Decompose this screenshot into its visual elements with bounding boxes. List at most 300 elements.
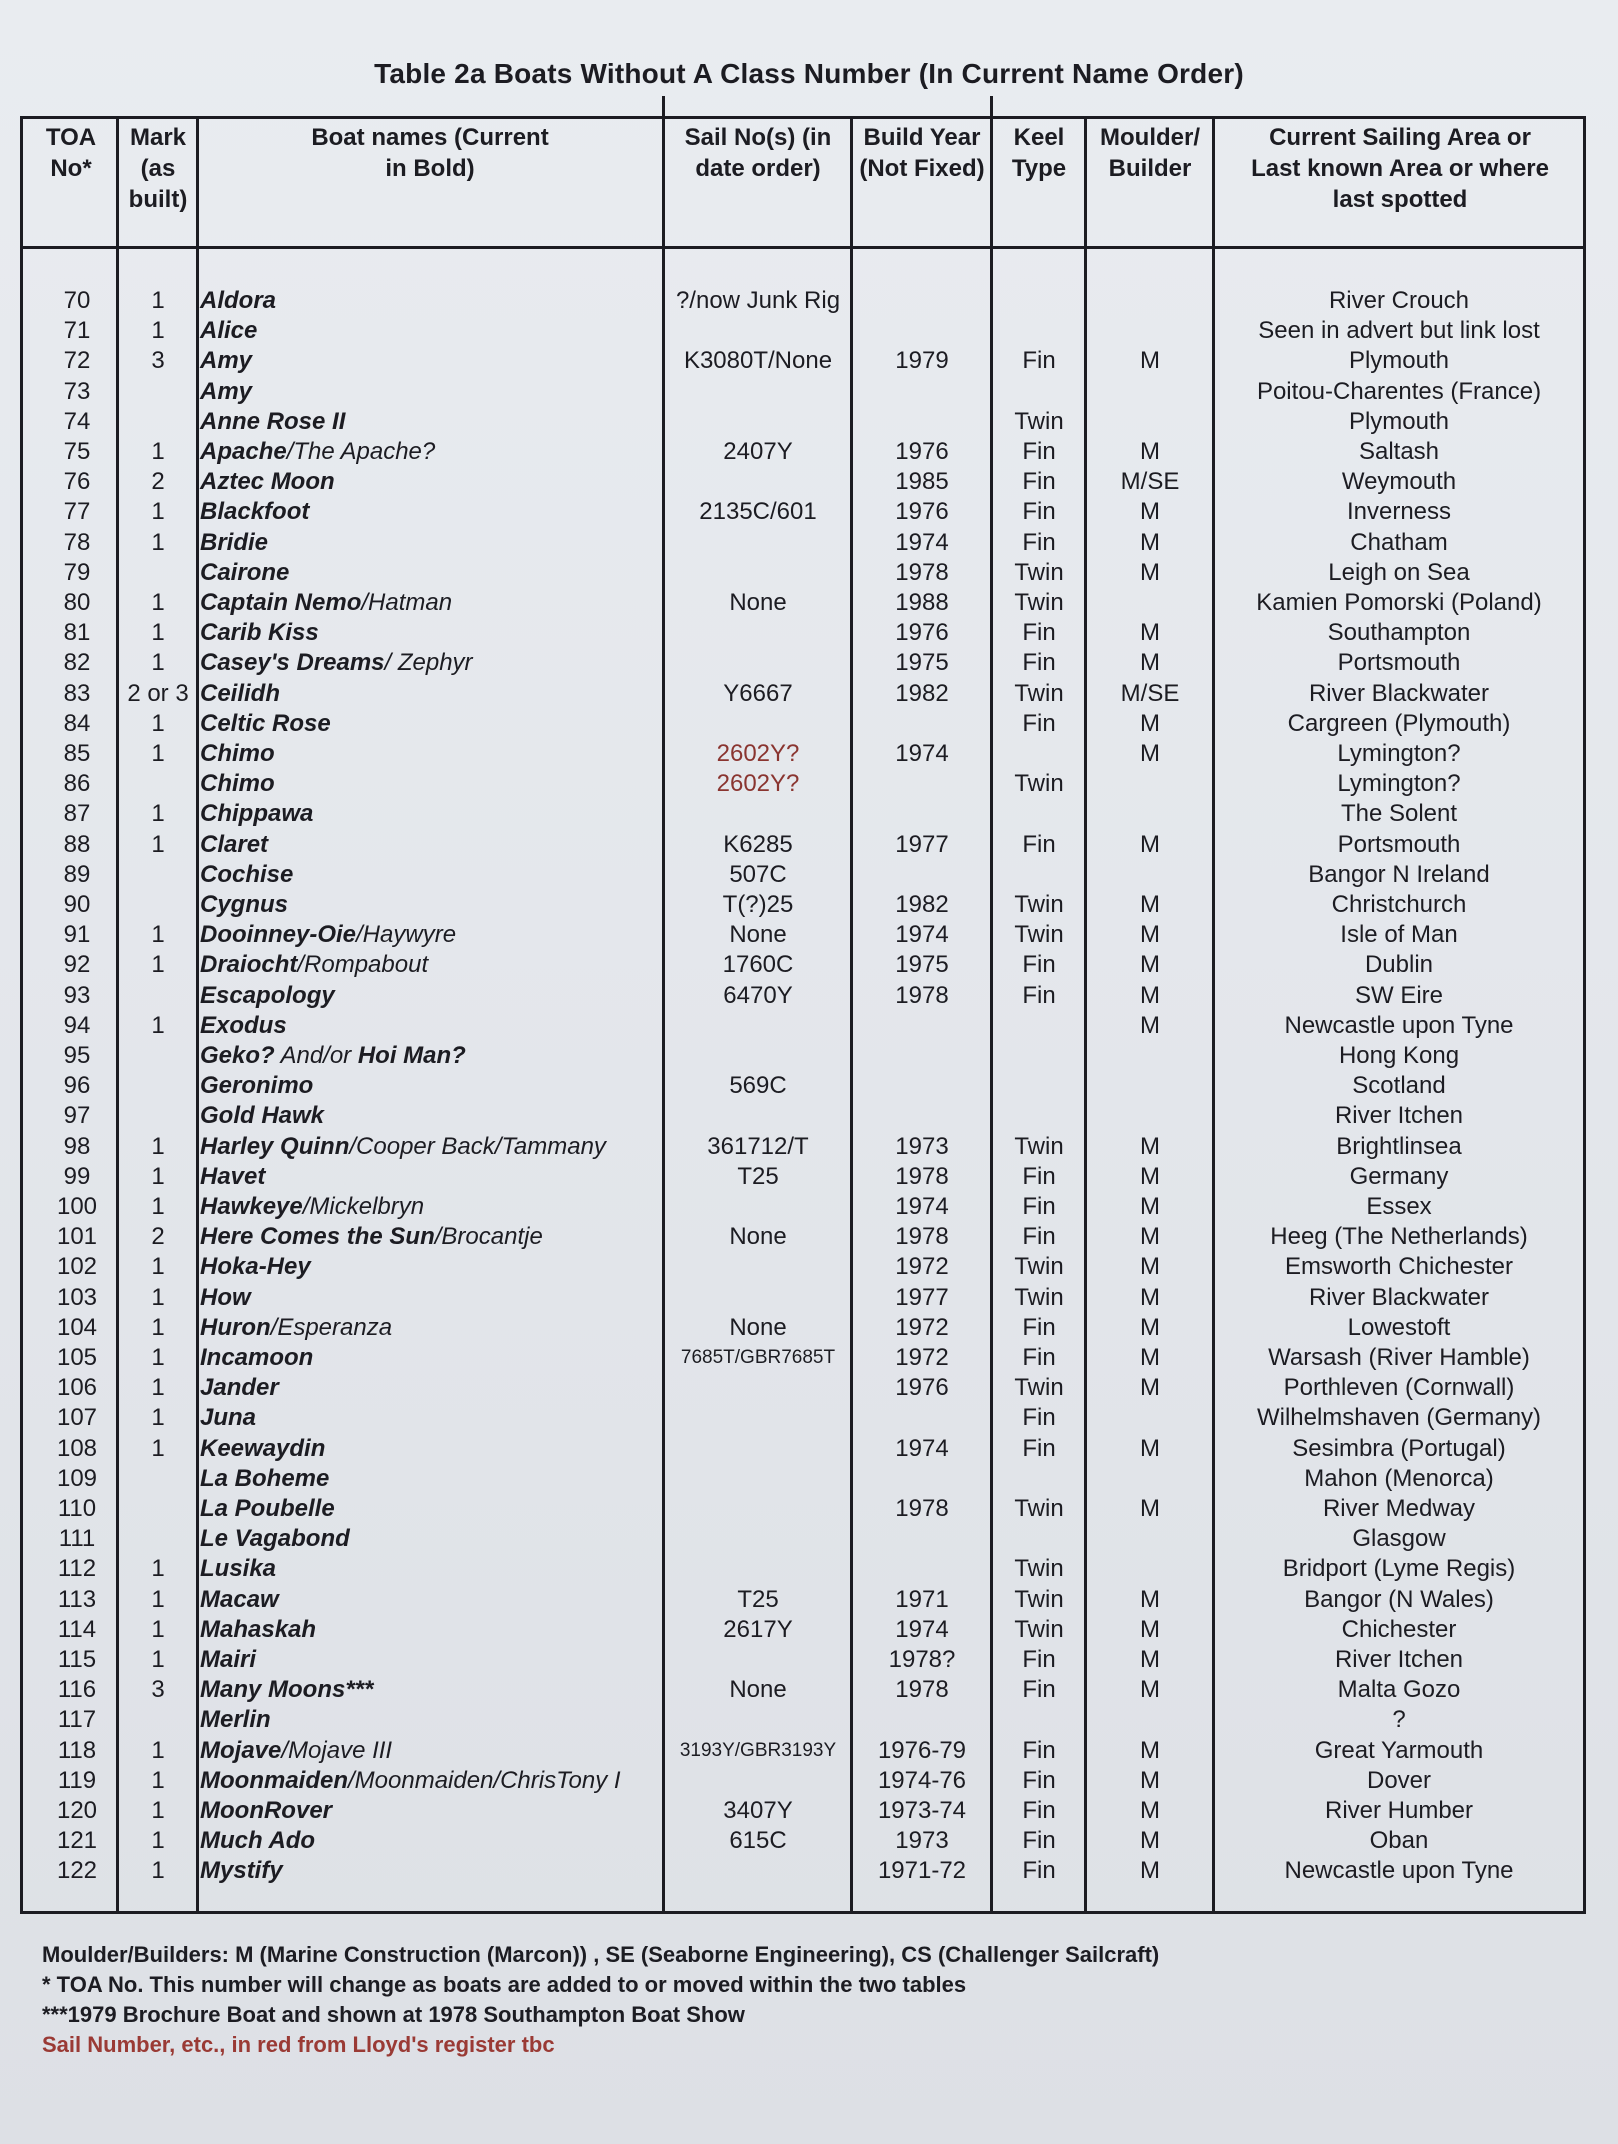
toa-cell: 112 bbox=[57, 1555, 97, 1583]
moulder-cell: M bbox=[1140, 1223, 1160, 1251]
keel-type-cell: Twin bbox=[1014, 1555, 1064, 1583]
toa-cell: 111 bbox=[58, 1525, 96, 1553]
footer-moulder-key: Moulder/Builders: M (Marine Construction (Marcon)) , SE (Seaborne Engineering), CS (Challenger Sailcraft) bbox=[42, 1942, 1160, 1967]
table-row bbox=[0, 1252, 1618, 1282]
previous-boat-names: /Cooper Back/Tammany bbox=[349, 1132, 606, 1160]
table-row bbox=[0, 739, 1618, 769]
boat-name-cell bbox=[200, 709, 660, 739]
table-row bbox=[0, 407, 1618, 437]
current-boat-name: Havet bbox=[200, 1162, 266, 1190]
sailing-area-cell: Sesimbra (Portugal) bbox=[1292, 1434, 1506, 1462]
keel-type-cell: Fin bbox=[1022, 1827, 1056, 1855]
build-year-cell: 1976-79 bbox=[877, 1736, 967, 1764]
table-row bbox=[0, 1101, 1618, 1131]
keel-type-cell: Fin bbox=[1022, 709, 1056, 737]
mark-cell: 3 bbox=[151, 347, 165, 375]
sail-number-cell: 6470Y bbox=[723, 981, 793, 1009]
current-boat-name: Ceilidh bbox=[200, 679, 281, 707]
sailing-area-cell: Brightlinsea bbox=[1336, 1132, 1462, 1160]
mark-cell: 1 bbox=[151, 1011, 165, 1039]
mark-cell: 1 bbox=[151, 1555, 165, 1583]
keel-type-cell: Twin bbox=[1014, 770, 1064, 798]
sailing-area-cell: Heeg (The Netherlands) bbox=[1270, 1223, 1528, 1251]
keel-type-cell: Fin bbox=[1022, 1313, 1056, 1341]
toa-cell: 85 bbox=[63, 740, 91, 767]
keel-type-cell: Twin bbox=[1014, 679, 1064, 707]
sailing-area-cell: Emsworth Chichester bbox=[1284, 1253, 1514, 1281]
toa-cell: 102 bbox=[56, 1253, 98, 1281]
sailing-area-cell: Warsash (River Hamble) bbox=[1268, 1344, 1530, 1371]
moulder-cell: M bbox=[1140, 1585, 1160, 1613]
sailing-area-cell: Plymouth bbox=[1348, 407, 1450, 435]
sailing-area-cell: Seen in advert but link lost bbox=[1258, 317, 1540, 345]
moulder-cell: M bbox=[1140, 1283, 1160, 1311]
sail-number-cell: None bbox=[729, 1676, 787, 1704]
moulder-cell: M bbox=[1140, 558, 1160, 586]
boat-name-cell bbox=[200, 437, 660, 467]
mark-cell: 1 bbox=[151, 1162, 165, 1190]
moulder-cell: M bbox=[1140, 498, 1160, 526]
boat-name-cell bbox=[200, 950, 660, 980]
keel-type-cell: Fin bbox=[1022, 498, 1056, 526]
current-boat-name: Keewaydin bbox=[200, 1434, 326, 1462]
mark-cell: 1 bbox=[151, 1193, 165, 1220]
keel-type-cell: Fin bbox=[1022, 1223, 1056, 1251]
table-row bbox=[0, 1132, 1618, 1162]
mark-cell: 1 bbox=[151, 740, 165, 767]
keel-type-cell: Twin bbox=[1014, 891, 1064, 918]
table-row bbox=[0, 1162, 1618, 1192]
moulder-cell: M bbox=[1140, 740, 1160, 767]
mark-cell: 1 bbox=[151, 1736, 165, 1764]
sail-number-cell: ?/now Junk Rig bbox=[675, 287, 841, 314]
sail-number-cell: K3080T/None bbox=[683, 347, 833, 375]
keel-type-cell: Twin bbox=[1014, 407, 1064, 435]
sailing-area-cell: Wilhelmshaven (Germany) bbox=[1256, 1404, 1542, 1432]
boat-name-cell bbox=[200, 1705, 660, 1735]
build-year-cell: 1982 bbox=[895, 891, 949, 918]
build-year-cell: 1978? bbox=[888, 1646, 956, 1673]
header-mark: Mark (as built) bbox=[128, 124, 188, 213]
toa-cell: 91 bbox=[63, 921, 91, 949]
sailing-area-cell: Germany bbox=[1349, 1162, 1449, 1190]
boat-name-cell bbox=[200, 1554, 660, 1584]
toa-cell: 114 bbox=[57, 1615, 97, 1643]
boat-name-cell bbox=[200, 1524, 660, 1554]
current-boat-name: Anne Rose II bbox=[200, 407, 346, 435]
sail-number-cell: T25 bbox=[737, 1585, 779, 1613]
boat-name-cell bbox=[200, 1675, 660, 1705]
sailing-area-cell: ? bbox=[1392, 1706, 1406, 1734]
table-title: Table 2a Boats Without A Class Number (In Current Name Order) bbox=[374, 58, 1244, 89]
build-year-cell: 1971 bbox=[895, 1585, 949, 1613]
current-boat-name: Much Ado bbox=[200, 1827, 316, 1855]
table-row bbox=[0, 1826, 1618, 1856]
sailing-area-cell: Chichester bbox=[1341, 1615, 1457, 1643]
toa-cell: 101 bbox=[56, 1223, 98, 1251]
sail-number-cell: 1760C bbox=[722, 951, 794, 979]
current-boat-name: Mystify bbox=[200, 1857, 283, 1885]
build-year-cell: 1979 bbox=[895, 347, 949, 375]
boat-name-cell bbox=[200, 1192, 660, 1222]
current-boat-name: Carib Kiss bbox=[200, 619, 319, 647]
boat-name-cell bbox=[200, 1132, 660, 1162]
build-year-cell: 1977 bbox=[895, 830, 949, 858]
current-boat-name: Le Vagabond bbox=[200, 1525, 350, 1553]
sail-number-cell: 2617Y bbox=[723, 1615, 793, 1643]
table-row bbox=[0, 1222, 1618, 1252]
build-year-cell: 1971-72 bbox=[877, 1857, 967, 1885]
toa-cell: 106 bbox=[56, 1374, 98, 1402]
toa-cell: 83 bbox=[63, 679, 91, 707]
sail-number-cell: Y6667 bbox=[723, 679, 793, 707]
keel-type-cell: Fin bbox=[1022, 347, 1056, 375]
build-year-cell: 1973-74 bbox=[877, 1797, 967, 1824]
moulder-cell: M/SE bbox=[1120, 468, 1180, 496]
current-boat-name: How bbox=[200, 1283, 251, 1311]
mark-cell: 1 bbox=[151, 921, 165, 949]
sailing-area-cell: River Itchen bbox=[1334, 1102, 1464, 1130]
boat-name-cell bbox=[200, 739, 660, 769]
keel-type-cell: Fin bbox=[1022, 1766, 1056, 1794]
boat-name-cell bbox=[200, 1856, 660, 1886]
table-row bbox=[0, 588, 1618, 618]
moulder-cell: M bbox=[1140, 438, 1160, 465]
table-row bbox=[0, 316, 1618, 346]
table-row bbox=[0, 377, 1618, 407]
toa-cell: 92 bbox=[63, 951, 91, 979]
mark-cell: 1 bbox=[151, 1797, 165, 1824]
table-row bbox=[0, 1615, 1618, 1645]
boat-name-cell bbox=[200, 1071, 660, 1101]
current-boat-name: MoonRover bbox=[200, 1797, 332, 1824]
table-row bbox=[0, 769, 1618, 799]
mark-cell: 2 bbox=[151, 468, 165, 496]
keel-type-cell: Fin bbox=[1022, 1162, 1056, 1190]
sailing-area-cell: River Blackwater bbox=[1308, 1283, 1490, 1311]
toa-cell: 72 bbox=[63, 347, 91, 375]
keel-type-cell: Twin bbox=[1014, 1253, 1064, 1281]
sailing-area-cell: Portsmouth bbox=[1337, 649, 1461, 677]
mark-cell: 1 bbox=[151, 830, 165, 858]
moulder-cell: M bbox=[1140, 1615, 1160, 1643]
current-boat-name: Mairi bbox=[200, 1646, 257, 1673]
table-row bbox=[0, 286, 1618, 316]
table-row bbox=[0, 1192, 1618, 1222]
toa-cell: 119 bbox=[57, 1766, 97, 1794]
table-row bbox=[0, 1434, 1618, 1464]
current-boat-name: Chippawa bbox=[200, 800, 314, 828]
build-year-cell: 1974 bbox=[895, 1434, 949, 1462]
mark-cell: 1 bbox=[151, 1646, 165, 1673]
moulder-cell: M bbox=[1140, 951, 1160, 979]
sailing-area-cell: Plymouth bbox=[1348, 347, 1450, 375]
current-boat-name: Draiocht bbox=[200, 951, 298, 979]
sailing-area-cell: Dublin bbox=[1364, 951, 1434, 979]
sailing-area-cell: River Crouch bbox=[1328, 287, 1470, 314]
moulder-cell: M bbox=[1140, 1253, 1160, 1281]
header-build-year: Build Year (Not Fixed) bbox=[859, 124, 985, 182]
sail-number-cell: 507C bbox=[729, 860, 787, 888]
table-row bbox=[0, 1766, 1618, 1796]
mark-cell: 1 bbox=[151, 589, 165, 616]
toa-cell: 78 bbox=[63, 528, 91, 556]
mark-cell: 1 bbox=[151, 619, 165, 647]
sail-number-cell: None bbox=[729, 1313, 787, 1341]
keel-type-cell: Twin bbox=[1014, 1615, 1064, 1643]
build-year-cell: 1976 bbox=[895, 438, 949, 465]
mark-cell: 1 bbox=[151, 1827, 165, 1855]
sailing-area-cell: Oban bbox=[1369, 1827, 1429, 1855]
table-row bbox=[0, 1041, 1618, 1071]
keel-type-cell: Twin bbox=[1014, 589, 1064, 616]
current-boat-name: Jander bbox=[200, 1374, 279, 1402]
header-moulder: Moulder/ Builder bbox=[1100, 124, 1200, 182]
toa-cell: 115 bbox=[57, 1646, 97, 1673]
current-boat-name: Huron bbox=[200, 1313, 271, 1341]
build-year-cell: 1974 bbox=[895, 1615, 949, 1643]
build-year-cell: 1978 bbox=[895, 558, 949, 586]
sailing-area-cell: Inverness bbox=[1346, 498, 1452, 526]
boat-name-cell bbox=[200, 497, 660, 527]
keel-type-cell: Twin bbox=[1014, 1495, 1064, 1522]
mark-cell: 1 bbox=[151, 1374, 165, 1402]
title-tick-left bbox=[662, 96, 665, 118]
sailing-area-cell: River Blackwater bbox=[1308, 679, 1490, 707]
moulder-cell: M bbox=[1140, 1011, 1160, 1039]
mark-cell: 2 bbox=[151, 1223, 165, 1251]
sail-number-cell: T(?)25 bbox=[722, 891, 794, 918]
boat-name-cell bbox=[200, 1011, 660, 1041]
boat-name-cell bbox=[200, 558, 660, 588]
sailing-area-cell: Hong Kong bbox=[1338, 1042, 1460, 1069]
moulder-cell: M bbox=[1140, 1162, 1160, 1190]
previous-boat-names: / Zephyr bbox=[384, 649, 473, 677]
current-boat-name: Dooinney-Oie bbox=[200, 921, 357, 949]
build-year-cell: 1974-76 bbox=[877, 1766, 967, 1794]
table-row bbox=[0, 981, 1618, 1011]
moulder-cell: M bbox=[1140, 1766, 1160, 1794]
previous-boat-names: /Moonmaiden/ChrisTony I bbox=[348, 1766, 621, 1794]
table-row bbox=[0, 1856, 1618, 1886]
mark-cell: 1 bbox=[151, 951, 165, 979]
sail-number-cell: 3407Y bbox=[723, 1797, 793, 1824]
build-year-cell: 1978 bbox=[895, 1223, 949, 1251]
boat-name-cell bbox=[200, 799, 660, 829]
current-boat-name: Aztec Moon bbox=[200, 468, 335, 496]
keel-type-cell: Fin bbox=[1022, 1344, 1056, 1371]
header-boat-names: Boat names (Current in Bold) bbox=[311, 124, 549, 182]
mark-cell: 1 bbox=[151, 498, 165, 526]
boat-name-cell bbox=[200, 618, 660, 648]
sailing-area-cell: Glasgow bbox=[1352, 1525, 1446, 1553]
mark-cell: 1 bbox=[151, 1615, 165, 1643]
keel-type-cell: Fin bbox=[1022, 528, 1056, 556]
keel-type-cell: Fin bbox=[1022, 468, 1056, 496]
table-row bbox=[0, 709, 1618, 739]
moulder-cell: M bbox=[1140, 830, 1160, 858]
table-row bbox=[0, 648, 1618, 678]
keel-type-cell: Fin bbox=[1022, 1676, 1056, 1704]
sailing-area-cell: Weymouth bbox=[1341, 468, 1457, 496]
table-row bbox=[0, 1585, 1618, 1615]
mark-cell: 3 bbox=[151, 1676, 165, 1704]
boat-name-cell bbox=[200, 286, 660, 316]
mark-cell: 1 bbox=[151, 1283, 165, 1311]
build-year-cell: 1974 bbox=[895, 528, 949, 556]
moulder-cell: M bbox=[1140, 981, 1160, 1009]
table-row bbox=[0, 1373, 1618, 1403]
moulder-cell: M bbox=[1140, 921, 1160, 949]
keel-type-cell: Twin bbox=[1014, 558, 1064, 586]
moulder-cell: M bbox=[1140, 347, 1160, 375]
boat-name-cell bbox=[200, 830, 660, 860]
sail-number-cell: 361712/T bbox=[707, 1132, 809, 1160]
current-boat-name: Exodus bbox=[200, 1011, 287, 1039]
keel-type-cell: Twin bbox=[1014, 921, 1064, 949]
toa-cell: 76 bbox=[63, 468, 91, 496]
boat-name-cell bbox=[200, 1766, 660, 1796]
toa-cell: 77 bbox=[63, 498, 91, 526]
sailing-area-cell: Great Yarmouth bbox=[1314, 1736, 1484, 1764]
boat-name-cell bbox=[200, 860, 660, 890]
header-keel-type: Keel Type bbox=[1011, 124, 1067, 182]
previous-boat-names: /Haywyre bbox=[356, 921, 457, 949]
current-boat-name: Captain Nemo bbox=[200, 589, 362, 616]
current-boat-name: Juna bbox=[200, 1404, 257, 1432]
boat-name-cell bbox=[200, 1373, 660, 1403]
boat-name-cell bbox=[200, 1434, 660, 1464]
toa-cell: 100 bbox=[56, 1193, 98, 1220]
keel-type-cell: Twin bbox=[1014, 1374, 1064, 1402]
boat-name-cell bbox=[200, 648, 660, 678]
current-boat-name: Geronimo bbox=[200, 1072, 314, 1100]
table-row bbox=[0, 1283, 1618, 1313]
sailing-area-cell: Portsmouth bbox=[1337, 830, 1461, 858]
build-year-cell: 1973 bbox=[895, 1132, 949, 1160]
boat-name-cell bbox=[200, 1343, 660, 1373]
table-row bbox=[0, 1736, 1618, 1766]
toa-cell: 82 bbox=[63, 649, 91, 677]
current-boat-name: Aldora bbox=[200, 287, 277, 314]
current-boat-name: Mojave bbox=[200, 1736, 282, 1764]
table-row bbox=[0, 1403, 1618, 1433]
current-boat-name: Hoi Man? bbox=[357, 1042, 466, 1069]
sail-number-cell: 2135C/601 bbox=[699, 498, 817, 526]
keel-type-cell: Fin bbox=[1022, 1797, 1056, 1824]
current-boat-name: Cairone bbox=[200, 558, 290, 586]
boat-name-cell bbox=[200, 316, 660, 346]
table-row bbox=[0, 950, 1618, 980]
boat-name-cell bbox=[200, 679, 660, 709]
current-boat-name: Harley Quinn bbox=[200, 1132, 350, 1160]
moulder-cell: M bbox=[1140, 1434, 1160, 1462]
table-row bbox=[0, 1011, 1618, 1041]
footer-red-note: Sail Number, etc., in red from Lloyd's register tbc bbox=[42, 2032, 555, 2057]
mark-cell: 1 bbox=[151, 1857, 165, 1885]
boat-name-cell bbox=[200, 1252, 660, 1282]
moulder-cell: M bbox=[1140, 1676, 1160, 1704]
boat-name-cell bbox=[200, 1585, 660, 1615]
boat-name-cell bbox=[200, 346, 660, 376]
sail-number-cell: K6285 bbox=[723, 830, 793, 858]
keel-type-cell: Twin bbox=[1014, 1283, 1064, 1311]
toa-cell: 86 bbox=[63, 770, 91, 798]
toa-cell: 110 bbox=[57, 1495, 97, 1522]
boat-name-cell bbox=[200, 1796, 660, 1826]
table-row bbox=[0, 799, 1618, 829]
boat-name-cell bbox=[200, 1615, 660, 1645]
keel-type-cell: Fin bbox=[1022, 438, 1056, 465]
sail-number-cell: T25 bbox=[737, 1162, 779, 1190]
table-row bbox=[0, 1071, 1618, 1101]
boat-name-cell bbox=[200, 1101, 660, 1131]
build-year-cell: 1976 bbox=[895, 619, 949, 647]
keel-type-cell: Fin bbox=[1022, 1193, 1056, 1220]
build-year-cell: 1975 bbox=[895, 951, 949, 979]
keel-type-cell: Fin bbox=[1022, 1736, 1056, 1764]
boat-name-cell bbox=[200, 890, 660, 920]
toa-cell: 93 bbox=[63, 981, 91, 1009]
sailing-area-cell: River Itchen bbox=[1334, 1646, 1464, 1673]
toa-cell: 113 bbox=[57, 1585, 97, 1613]
current-boat-name: Here Comes the Sun bbox=[200, 1223, 435, 1251]
current-boat-name: Escapology bbox=[200, 981, 335, 1009]
sail-number-cell: 2407Y bbox=[723, 438, 793, 465]
mark-cell: 1 bbox=[151, 800, 165, 828]
build-year-cell: 1978 bbox=[895, 1162, 949, 1190]
sailing-area-cell: Poitou-Charentes (France) bbox=[1256, 377, 1542, 405]
sail-number-cell: None bbox=[729, 921, 787, 949]
current-boat-name: Casey's Dreams bbox=[200, 649, 385, 677]
mark-cell: 1 bbox=[151, 1434, 165, 1462]
header-divider bbox=[20, 246, 1586, 249]
toa-cell: 104 bbox=[56, 1313, 98, 1341]
mark-cell: 1 bbox=[151, 1585, 165, 1613]
table-row bbox=[0, 1675, 1618, 1705]
current-boat-name: Lusika bbox=[200, 1555, 277, 1583]
mark-cell: 1 bbox=[151, 1313, 165, 1341]
toa-cell: 81 bbox=[63, 619, 91, 647]
moulder-cell: M bbox=[1140, 1193, 1160, 1220]
boat-name-cell bbox=[200, 1403, 660, 1433]
boat-name-cell bbox=[200, 920, 660, 950]
moulder-cell: M bbox=[1140, 1827, 1160, 1855]
mark-cell: 1 bbox=[151, 528, 165, 556]
keel-type-cell: Twin bbox=[1014, 1132, 1064, 1160]
moulder-cell: M bbox=[1140, 1495, 1160, 1522]
sailing-area-cell: Bridport (Lyme Regis) bbox=[1282, 1555, 1516, 1583]
table-row bbox=[0, 860, 1618, 890]
toa-cell: 97 bbox=[63, 1102, 91, 1130]
sailing-area-cell: Leigh on Sea bbox=[1328, 558, 1470, 586]
moulder-cell: M/SE bbox=[1120, 679, 1180, 707]
toa-cell: 118 bbox=[57, 1736, 97, 1764]
sailing-area-cell: Christchurch bbox=[1331, 891, 1467, 918]
boat-name-cell bbox=[200, 1222, 660, 1252]
build-year-cell: 1974 bbox=[895, 1193, 949, 1220]
sailing-area-cell: Essex bbox=[1366, 1193, 1432, 1220]
table-row bbox=[0, 1313, 1618, 1343]
current-boat-name: Chimo bbox=[200, 770, 275, 798]
sail-number-cell: None bbox=[729, 589, 787, 616]
header-area: Current Sailing Area or Last known Area or where last spotted bbox=[1251, 124, 1549, 213]
current-boat-name: Bridie bbox=[200, 528, 269, 556]
boat-name-cell bbox=[200, 981, 660, 1011]
sailing-area-cell: Bangor (N Wales) bbox=[1304, 1585, 1494, 1613]
table-row bbox=[0, 1796, 1618, 1826]
toa-cell: 88 bbox=[63, 830, 91, 858]
